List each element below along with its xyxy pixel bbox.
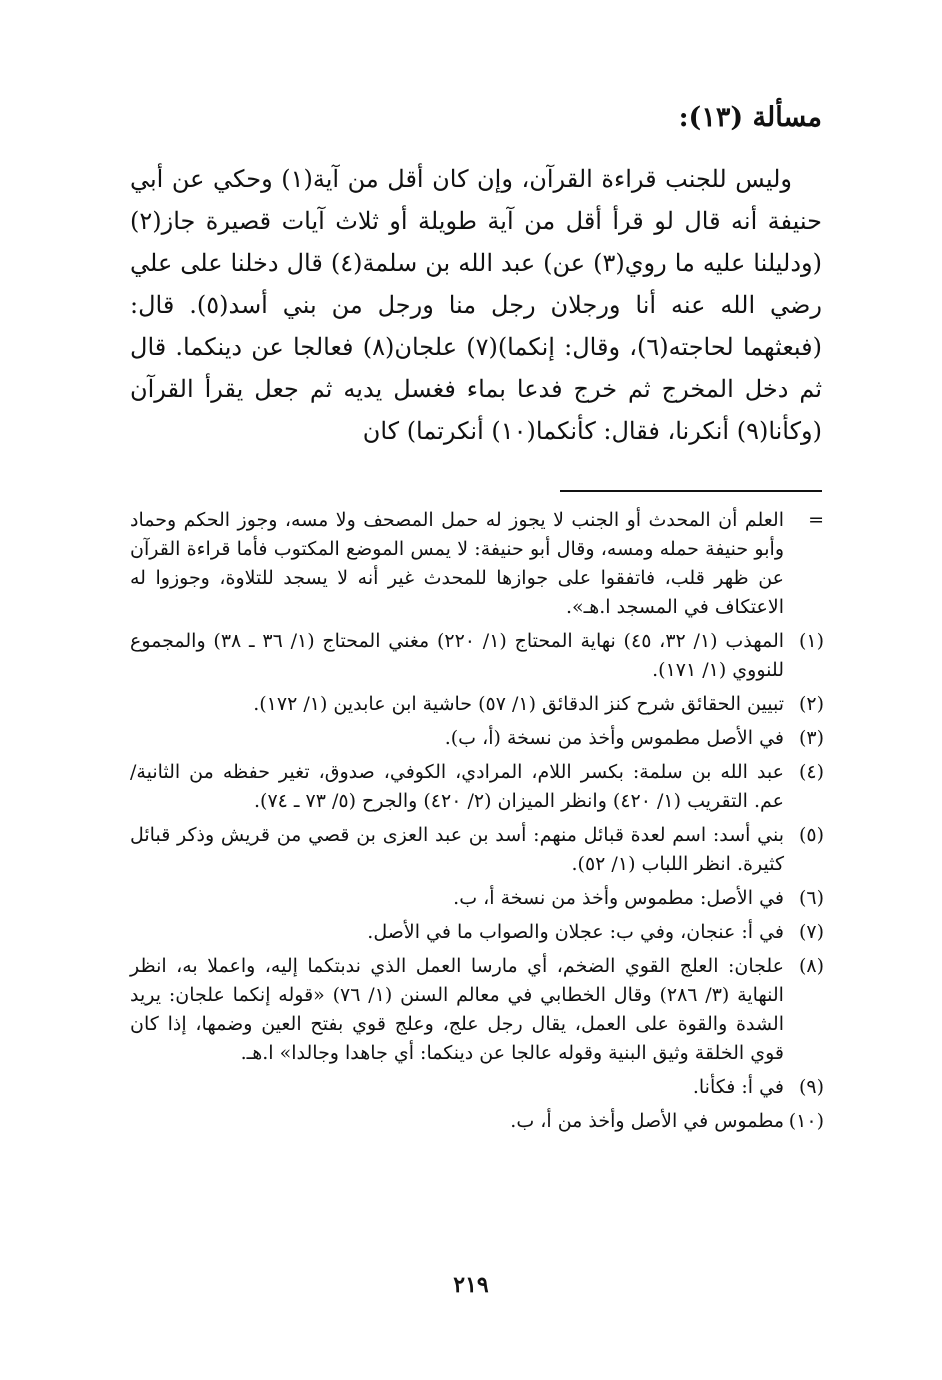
footnote-marker: (٢) <box>798 693 824 715</box>
footnote-separator <box>560 490 822 492</box>
footnote-text: علجان: العلج القوي الضخم، أي مارسا العمل الذي ندبتكما إليه، واعملا به، انظر النهاية (٣/ ٢٨٦) وقال الخطابي في معالم السنن (١/ ٧٦) «قوله إنكما علجان: يريد الشدة والقوة على العمل، يقال رجل علج، وعلج قوي بفتح العين وضمها، إذا كان قوي الخلقة وثيق البنية وقوله عالجا عن دينكما: أي جاهدا وجالدا» ا.هـ. <box>130 955 784 1064</box>
footnote-1 <box>130 627 824 685</box>
footnote-6 <box>130 884 824 913</box>
footnote-continuation <box>130 506 824 622</box>
footnote-text: المهذب (١/ ٣٢، ٤٥) نهاية المحتاج (١/ ٢٢٠) مغني المحتاج (١/ ٣٦ ـ ٣٨) والمجموع للنووي (١/ ١٧١). <box>130 630 785 681</box>
footnotes <box>130 506 824 1141</box>
footnote-2 <box>130 690 824 719</box>
footnote-marker: (٣) <box>798 727 824 749</box>
footnote-text: في أ: فكأنا. <box>692 1076 784 1098</box>
issue-heading: مسألة (١٣): <box>678 102 822 133</box>
footnote-4 <box>130 758 824 816</box>
main-paragraph: وليس للجنب قراءة القرآن، وإن كان أقل من آية(١) وحكي عن أبي حنيفة أنه قال لو قرأ أقل من آية طويلة أو ثلاث آيات قصيرة جاز(٢) (ودليلنا عليه ما روي(٣) عن) عبد الله بن سلمة(٤) قال دخلنا على علي رضي الله عنه أنا ورجلان رجل منا ورجل من بني أسد(٥). قال: (فبعثهما لحاجته(٦)، وقال: إنكما)(٧) علجان(٨) فعالجا عن دينكما. قال ثم دخل المخرج ثم خرج فدعا بماء فغسل يديه ثم جعل يقرأ القرآن (وكأنا(٩) أنكرنا، فقال: كأنكما(١٠) أنكرتما) كان <box>130 165 822 445</box>
footnote-text: العلم أن المحدث أو الجنب لا يجوز له حمل المصحف ولا مسه، وجوز الحكم وحماد وأبو حنيفة حمله ومسه، وقال أبو حنيفة: لا يمس الموضع المكتوب فأما قراءة القرآن عن ظهر قلب، فاتفقوا على جوازها للمحدث غير أنه لا يسجد للتلاوة، وجوزوا له الاعتكاف في المسجد ا.هـ». <box>130 509 784 618</box>
footnote-text: في الأصل: مطموس وأخذ من نسخة أ، ب. <box>453 887 784 909</box>
footnote-text: في الأصل مطموس وأخذ من نسخة (أ، ب). <box>444 727 784 749</box>
footnote-5 <box>130 821 824 879</box>
footnote-marker: (٤) <box>798 761 824 783</box>
footnote-text: بني أسد: اسم لعدة قبائل منهم: أسد بن عبد العزى بن قصي من قريش وذكر قبائل كثيرة. انظر اللباب (١/ ٥٢). <box>130 824 784 875</box>
footnote-marker: (٦) <box>798 887 824 909</box>
footnote-marker: = <box>808 509 824 531</box>
footnote-9 <box>130 1073 824 1102</box>
footnote-8 <box>130 952 824 1068</box>
footnote-text: تبيين الحقائق شرح كنز الدقائق (١/ ٥٧) حاشية ابن عابدين (١/ ١٧٢). <box>253 693 784 715</box>
footnote-text: مطموس في الأصل وأخذ من أ، ب. <box>510 1110 784 1132</box>
page-number: ٢١٩ <box>453 1272 489 1298</box>
footnote-marker: (٧) <box>798 921 824 943</box>
footnote-marker: (٨) <box>798 955 824 977</box>
footnote-text: في أ: عنجان، وفي ب: عجلان والصواب ما في الأصل. <box>367 921 784 943</box>
footnote-marker: (٩) <box>798 1076 824 1098</box>
footnote-10 <box>130 1107 824 1136</box>
footnote-marker: (١٠) <box>788 1110 824 1132</box>
main-text <box>130 158 822 452</box>
footnote-7 <box>130 918 824 947</box>
footnote-text: عبد الله بن سلمة: بكسر اللام، المرادي، الكوفي، صدوق، تغير حفظه من الثانية/ عم. التقريب (١/ ٤٢٠) وانظر الميزان (٢/ ٤٢٠) والجرح (٥/ ٧٣ ـ ٧٤). <box>130 761 784 812</box>
footnote-marker: (١) <box>798 630 824 652</box>
footnote-marker: (٥) <box>798 824 824 846</box>
footnote-3 <box>130 724 824 753</box>
